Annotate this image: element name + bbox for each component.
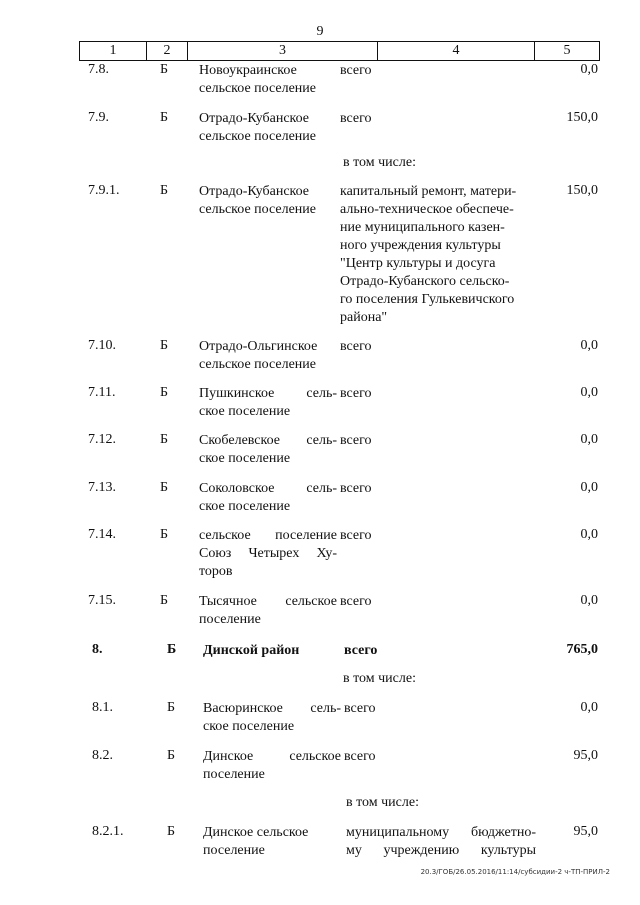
row-category: Б [160,593,169,608]
row-municipality: Динское сельское поселение [203,749,341,782]
row-number: 8.2. [92,748,113,763]
row-number: 8.1. [92,700,113,715]
row-number: 8. [92,642,103,657]
row-category: Б [160,338,169,353]
row-number: 8.2.1. [92,824,124,839]
row-municipality: Тысячное сельское поселение [199,594,337,627]
row-municipality: Отрадо-Кубанское сельское поселение [199,111,316,144]
row-category: Б [160,183,169,198]
column-header-4: 4 [378,42,535,61]
page-number: 9 [316,24,324,39]
row-amount: 0,0 [580,385,598,400]
row-category: Б [160,62,169,77]
row-number: 7.15. [88,593,116,608]
in-that-number-note: в том числе: [343,155,416,170]
row-description: всего [344,701,376,716]
row-category: Б [160,480,169,495]
row-municipality: Пушкинское сель- ское поселение [199,386,337,419]
row-description: всего [344,643,378,658]
row-category: Б [167,642,177,657]
row-amount: 95,0 [573,748,598,763]
row-number: 7.9.1. [88,183,120,198]
row-amount: 0,0 [580,338,598,353]
row-description: всего [340,339,372,354]
column-header-2: 2 [147,42,188,61]
row-description: всего [340,433,372,448]
row-amount: 150,0 [566,110,598,125]
row-amount: 0,0 [580,593,598,608]
row-description: всего [340,111,372,126]
row-number: 7.12. [88,432,116,447]
row-number: 7.9. [88,110,109,125]
row-municipality: Отрадо-Ольгинское сельское поселение [199,339,318,372]
row-number: 7.13. [88,480,116,495]
in-that-number-note: в том числе: [346,795,419,810]
row-municipality: Скобелевское сель- ское поселение [199,433,337,466]
row-amount: 0,0 [580,480,598,495]
row-municipality: Динской район [203,643,300,658]
row-municipality: Соколовское сель- ское поселение [199,481,337,514]
row-municipality: Динское сельское поселение [203,825,309,858]
row-description: всего [340,528,372,543]
row-amount: 0,0 [580,700,598,715]
row-amount: 0,0 [580,432,598,447]
row-description: капитальный ремонт, матери- ально-техническое обеспече- ние муниципального казен- ного учреждения культуры "Центр культуры и досуга Отрадо-Кубанского сельско- го поселения Гулькевичского района" [340,184,517,325]
row-amount: 95,0 [573,824,598,839]
row-number: 7.14. [88,527,116,542]
row-municipality: сельское поселение Союз Четырех Ху- торов [199,528,337,579]
row-municipality: Васюринское сель- ское поселение [203,701,341,734]
row-amount: 150,0 [566,183,598,198]
column-header-3: 3 [188,42,378,61]
document-footer-code: 20.3/ГОБ/26.05.2016/11:14/субсидии-2 ч-ТП-ПРИЛ-2 [420,868,610,876]
row-category: Б [160,527,169,542]
row-description: муниципальному бюджетно- му учреждению культуры [346,825,536,858]
row-description: всего [340,386,372,401]
row-description: всего [340,481,372,496]
row-amount: 0,0 [580,527,598,542]
row-category: Б [167,700,176,715]
row-number: 7.8. [88,62,109,77]
row-municipality: Отрадо-Кубанское сельское поселение [199,184,316,217]
row-description: всего [340,594,372,609]
row-amount: 0,0 [580,62,598,77]
row-description: всего [344,749,376,764]
column-header-5: 5 [535,42,600,61]
row-category: Б [160,385,169,400]
row-municipality: Новоукраинское сельское поселение [199,63,316,96]
column-header-row [79,41,600,61]
row-category: Б [167,748,176,763]
row-number: 7.11. [88,385,116,400]
row-category: Б [160,432,169,447]
row-category: Б [167,824,176,839]
column-header-1: 1 [80,42,147,61]
in-that-number-note: в том числе: [343,671,416,686]
row-description: всего [340,63,372,78]
row-category: Б [160,110,169,125]
row-amount: 765,0 [566,642,598,657]
row-number: 7.10. [88,338,116,353]
